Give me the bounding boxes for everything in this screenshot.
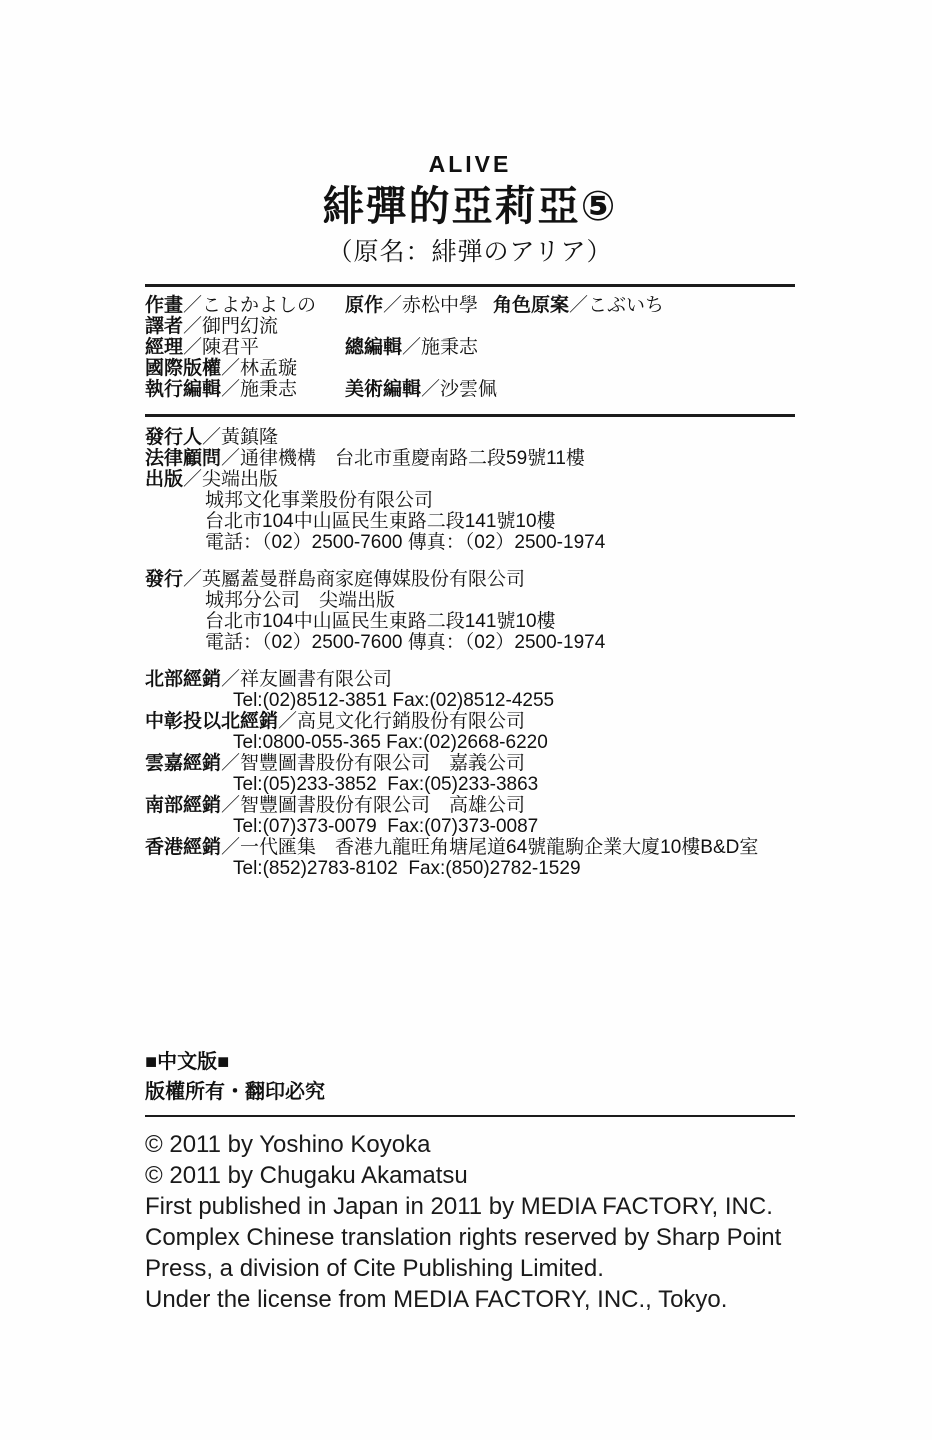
separator: ／ — [221, 753, 241, 774]
distributor-company: 祥友圖書有限公司 — [240, 669, 393, 690]
distributor-line — [145, 837, 795, 858]
distributor-row — [145, 837, 795, 879]
issue-phone-fax: 電話：（02）2500-7600 傳真：（02）2500-1974 — [205, 632, 606, 653]
distributor-company: 高見文化行銷股份有限公司 — [297, 711, 526, 732]
separator: ／ — [221, 837, 241, 858]
credit-name: こぶいち — [588, 295, 665, 316]
publisher-section — [145, 427, 795, 653]
credits-row — [145, 295, 795, 316]
publisher-label: 出版 — [145, 469, 184, 490]
issue-branch: 城邦分公司 尖端出版 — [205, 590, 396, 611]
credit-separator: ／ — [183, 337, 203, 358]
tel-fax-line: Tel:(07)373-0079 Fax:(07)373-0087 — [233, 816, 539, 837]
issuer-line — [145, 427, 795, 448]
credit-separator: ／ — [383, 295, 403, 316]
distributor-line — [145, 795, 795, 816]
copyright-block — [145, 1129, 795, 1315]
copyright-line: First published in Japan in 2011 by MEDIA FACTORY, INC. — [145, 1193, 773, 1220]
credit-separator: ／ — [183, 316, 203, 337]
credit-separator: ／ — [183, 295, 203, 316]
credit-name: 陳君平 — [202, 337, 260, 358]
credit-separator: ／ — [402, 337, 422, 358]
credit-role: 作畫 — [145, 295, 184, 316]
publisher-company: 城邦文化事業股份有限公司 — [205, 490, 434, 511]
distributor-company: 智豐圖書股份有限公司 嘉義公司 — [240, 753, 526, 774]
separator: ／ — [202, 427, 222, 448]
separator: ／ — [221, 669, 241, 690]
issuer-label: 發行人 — [145, 427, 203, 448]
rights-notice: 版權所有・翻印必究 — [145, 1081, 325, 1103]
credits-row — [145, 379, 795, 400]
original-title: （原名：緋弾のアリア） — [327, 238, 613, 266]
credit-name: 赤松中學 — [402, 295, 479, 316]
issue-company-line — [145, 569, 795, 590]
credit-role: 執行編輯 — [145, 379, 222, 400]
credit-role: 國際版權 — [145, 358, 222, 379]
distributor-company: 智豐圖書股份有限公司 高雄公司 — [240, 795, 526, 816]
edition-label: ■中文版■ — [145, 1051, 230, 1073]
credits-row — [145, 316, 795, 337]
tel-fax-line: Tel:(05)233-3852 Fax:(05)233-3863 — [233, 774, 539, 795]
copyright-line: Press, a division of Cite Publishing Limited. — [145, 1255, 604, 1282]
credit-separator: ／ — [421, 379, 441, 400]
publisher-line — [145, 469, 795, 490]
credit-cell — [145, 358, 345, 379]
credit-cell — [145, 379, 345, 400]
copyright-line: Under the license from MEDIA FACTORY, INC., Tokyo. — [145, 1286, 728, 1313]
publisher-phone-fax: 電話：（02）2500-7600 傳真：（02）2500-1974 — [205, 532, 606, 553]
credits-table — [145, 287, 795, 408]
separator: ／ — [183, 569, 203, 590]
book-title: 緋彈的亞莉亞⑤ — [322, 183, 618, 229]
distributor-row — [145, 669, 795, 711]
distributor-company: 一代匯集 香港九龍旺角塘尾道64號龍駒企業大廈10樓B&D室 — [240, 837, 759, 858]
divider-credits — [145, 414, 795, 417]
distributor-region: 雲嘉經銷 — [145, 753, 222, 774]
copyright-line: © 2011 by Yoshino Koyoka — [145, 1131, 431, 1158]
distributor-region: 中彰投以北經銷 — [145, 711, 279, 732]
copyright-line: © 2011 by Chugaku Akamatsu — [145, 1162, 468, 1189]
distributor-region: 香港經銷 — [145, 837, 222, 858]
credit-name: こよかよしの — [202, 295, 317, 316]
series-label: ALIVE — [428, 151, 512, 177]
colophon-content — [145, 0, 795, 1315]
issue-address: 台北市104中山區民生東路二段141號10樓 — [205, 611, 556, 632]
credit-separator: ／ — [221, 379, 241, 400]
separator: ／ — [183, 469, 203, 490]
credit-role: 譯者 — [145, 316, 184, 337]
credit-role: 角色原案 — [493, 295, 570, 316]
credits-row — [145, 358, 795, 379]
copyright-line: Complex Chinese translation rights reserved by Sharp Point — [145, 1224, 782, 1251]
issue-label: 發行 — [145, 569, 184, 590]
credit-name: 御門幻流 — [202, 316, 279, 337]
credit-cell — [493, 295, 664, 316]
issuer-name: 黃鎮隆 — [221, 427, 279, 448]
distributor-line — [145, 711, 795, 732]
distributors-section — [145, 669, 795, 879]
distributor-region: 南部經銷 — [145, 795, 222, 816]
credit-role: 美術編輯 — [345, 379, 422, 400]
distributor-region: 北部經銷 — [145, 669, 222, 690]
credit-role: 原作 — [345, 295, 384, 316]
separator: ／ — [221, 448, 241, 469]
footer-section — [145, 1047, 795, 1315]
tel-fax-line: Tel:0800-055-365 Fax:(02)2668-6220 — [233, 732, 548, 753]
credit-role: 經理 — [145, 337, 184, 358]
publisher-name: 尖端出版 — [202, 469, 279, 490]
credit-cell — [145, 316, 345, 337]
credit-cell — [345, 295, 493, 316]
credit-name: 沙雲佩 — [440, 379, 498, 400]
distributor-row — [145, 711, 795, 753]
legal-advisor-line — [145, 448, 795, 469]
credit-name: 林孟璇 — [240, 358, 298, 379]
credit-cell — [345, 337, 478, 358]
credits-row — [145, 337, 795, 358]
distributor-line — [145, 669, 795, 690]
distributor-row — [145, 753, 795, 795]
spacer — [145, 553, 795, 569]
issue-company: 英屬蓋曼群島商家庭傳媒股份有限公司 — [202, 569, 526, 590]
tel-fax-line: Tel:(02)8512-3851 Fax:(02)8512-4255 — [233, 690, 555, 711]
legal-advisor-value: 通律機構 台北市重慶南路二段59號11樓 — [240, 448, 585, 469]
credit-name: 施秉志 — [240, 379, 298, 400]
tel-fax-line: Tel:(852)2783-8102 Fax:(850)2782-1529 — [233, 858, 581, 879]
divider-footer — [145, 1115, 795, 1117]
credit-cell — [345, 379, 497, 400]
credit-separator: ／ — [569, 295, 589, 316]
book-header — [145, 150, 795, 268]
credit-role: 總編輯 — [345, 337, 403, 358]
distributor-line — [145, 753, 795, 774]
credit-cell — [145, 295, 345, 316]
credit-cell — [145, 337, 345, 358]
publisher-address: 台北市104中山區民生東路二段141號10樓 — [205, 511, 556, 532]
distributor-row — [145, 795, 795, 837]
separator: ／ — [221, 795, 241, 816]
separator: ／ — [278, 711, 298, 732]
legal-advisor-label: 法律顧問 — [145, 448, 222, 469]
credit-separator: ／ — [221, 358, 241, 379]
credit-name: 施秉志 — [421, 337, 479, 358]
